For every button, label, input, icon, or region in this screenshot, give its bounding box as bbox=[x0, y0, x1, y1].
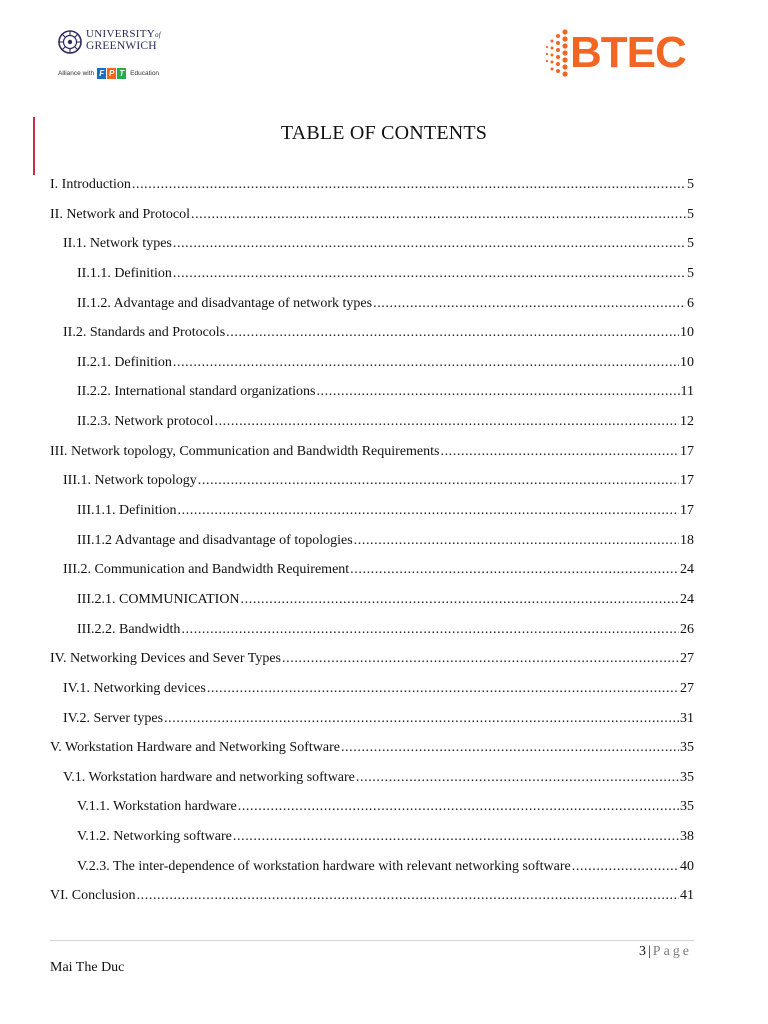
toc-entry[interactable]: III.2.2. Bandwidth ..... 26 bbox=[50, 615, 694, 645]
university-wordmark: UNIVERSITYof GREENWICH bbox=[86, 28, 162, 52]
toc-entry[interactable]: I. Introduction ..... 5 bbox=[50, 170, 694, 200]
toc-entry[interactable]: II.1.2. Advantage and disadvantage of network types ..... 6 bbox=[50, 289, 694, 319]
toc-entry[interactable]: V.1.2. Networking software ..... 38 bbox=[50, 822, 694, 852]
author-name: Mai The Duc bbox=[50, 960, 125, 975]
toc-entry[interactable]: VI. Conclusion ..... 41 bbox=[50, 881, 694, 911]
btec-dots-icon bbox=[543, 28, 571, 80]
page-title: TABLE OF CONTENTS bbox=[280, 122, 488, 144]
toc-entry[interactable]: II.2.2. International standard organizations ..... 11 bbox=[50, 377, 694, 407]
university-crest-icon bbox=[58, 30, 82, 54]
toc-entry[interactable]: III.1.2 Advantage and disadvantage of topologies ..... 18 bbox=[50, 526, 694, 556]
toc-entry[interactable]: IV. Networking Devices and Sever Types ..... 27 bbox=[50, 644, 694, 674]
footer-divider bbox=[50, 940, 694, 941]
university-of-greenwich-logo bbox=[58, 28, 168, 82]
toc-entry[interactable]: IV.1. Networking devices ..... 27 bbox=[50, 674, 694, 704]
page-number: 3 | Page bbox=[638, 944, 692, 959]
toc-entry[interactable]: V. Workstation Hardware and Networking Software ..... 35 bbox=[50, 733, 694, 763]
toc-entry[interactable]: III.1.1. Definition ..... 17 bbox=[50, 496, 694, 526]
fpt-logo: F P T bbox=[97, 68, 127, 79]
toc-entry[interactable]: III. Network topology, Communication and Bandwidth Requirements ..... 17 bbox=[50, 437, 694, 467]
toc-entry[interactable]: III.2. Communication and Bandwidth Requirement ..... 24 bbox=[50, 555, 694, 585]
btec-logo bbox=[543, 28, 698, 80]
toc-entry[interactable]: II.2.1. Definition ..... 10 bbox=[50, 348, 694, 378]
toc-entry[interactable]: V.1.1. Workstation hardware ..... 35 bbox=[50, 792, 694, 822]
btec-wordmark: BTEC bbox=[570, 28, 686, 77]
toc-entry[interactable]: II.2.3. Network protocol ..... 12 bbox=[50, 407, 694, 437]
toc-entry[interactable]: V.1. Workstation hardware and networking software ..... 35 bbox=[50, 763, 694, 793]
fpt-alliance-tagline: Alliance with F P T Education bbox=[58, 68, 160, 78]
toc-entry[interactable]: IV.2. Server types ..... 31 bbox=[50, 704, 694, 734]
toc-entry[interactable]: II.2. Standards and Protocols ..... 10 bbox=[50, 318, 694, 348]
toc-entry[interactable]: V.2.3. The inter-dependence of workstation hardware with relevant networking software ..... 40 bbox=[50, 852, 694, 882]
toc-entry[interactable]: III.2.1. COMMUNICATION ..... 24 bbox=[50, 585, 694, 615]
table-of-contents bbox=[50, 170, 694, 911]
toc-entry[interactable]: II. Network and Protocol ..... 5 bbox=[50, 200, 694, 230]
toc-entry[interactable]: III.1. Network topology ..... 17 bbox=[50, 466, 694, 496]
toc-entry[interactable]: II.1. Network types ..... 5 bbox=[50, 229, 694, 259]
toc-entry[interactable]: II.1.1. Definition ..... 5 bbox=[50, 259, 694, 289]
